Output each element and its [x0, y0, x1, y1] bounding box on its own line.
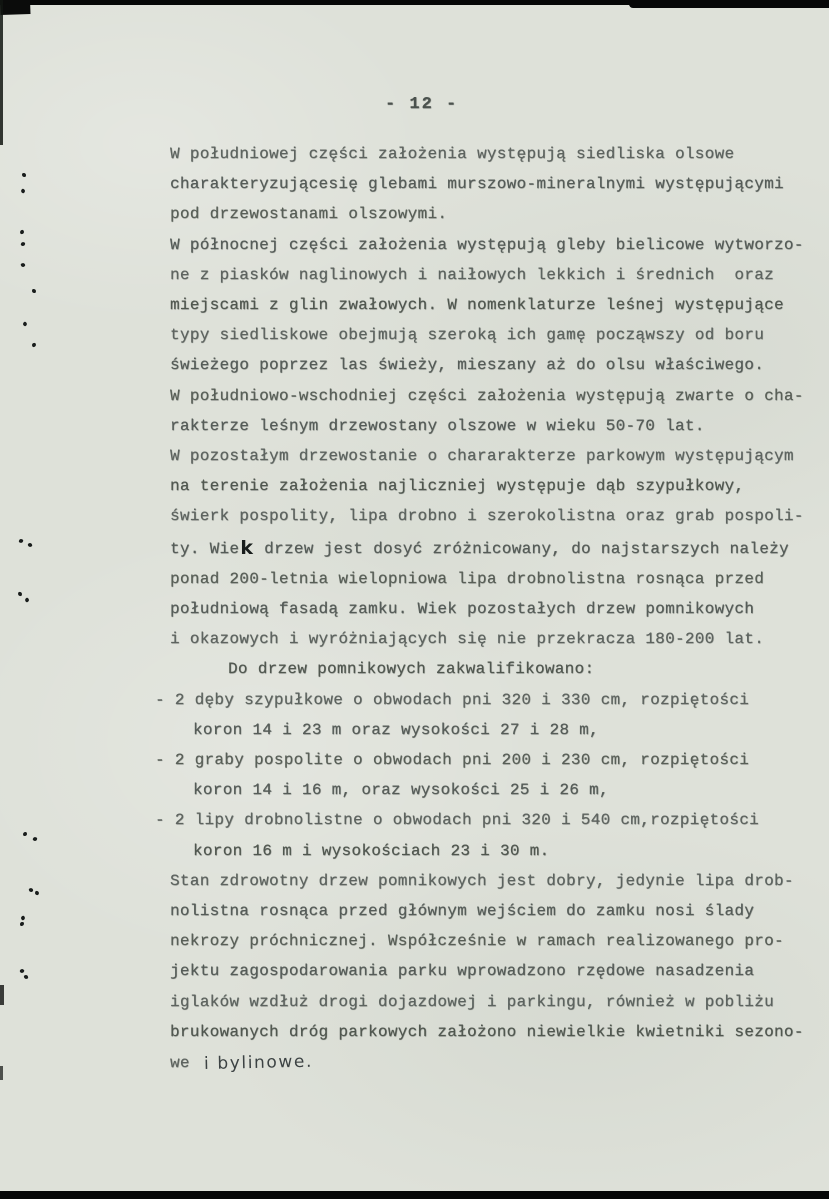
typed-text: świeżego poprzez las świeży, mieszany aż do olsu właściwego. [170, 356, 765, 375]
typed-text: W pozostałym drzewostanie o chararakterze parkowym występującym [170, 447, 794, 466]
typed-line [170, 230, 829, 260]
typed-text: nolistna rosnąca przed głównym wejściem do zamku nosi ślady [170, 902, 755, 921]
ink-speck [35, 891, 40, 896]
scan-edge-top-right [629, 0, 829, 8]
ink-speck [20, 262, 26, 268]
typed-text: - 2 lipy drobnolistne o obwodach pni 320 i 540 cm,rozpiętości [155, 811, 759, 830]
typed-text: W południowej części założenia występują siedliska olsowe [170, 145, 735, 163]
typed-line [170, 381, 829, 411]
typed-line [155, 685, 829, 715]
typed-line [155, 745, 829, 775]
typed-line [170, 836, 829, 866]
scan-edge-bottom [0, 1191, 829, 1199]
ink-speck [20, 915, 26, 921]
typed-line [170, 594, 829, 624]
ink-speck [27, 542, 32, 547]
typed-line [170, 532, 829, 564]
typed-text: drzew jest dosyć zróżnicowany, do najstarszych należy [254, 539, 789, 558]
typed-text: W północnej części założenia występują gleby bielicowe wytworzo- [170, 235, 804, 254]
typed-line [170, 956, 829, 986]
ink-speck [22, 173, 26, 177]
ink-speck [20, 922, 24, 926]
typed-text: we [170, 1054, 190, 1073]
typed-text: świerk pospolity, lipa drobno i szerokolistna oraz grab pospoli- [170, 507, 804, 526]
ink-speck [20, 188, 26, 194]
typed-text: Stan zdrowotny drzew pomnikowych jest dobry, jedynie lipa drob- [170, 871, 794, 890]
typed-line [170, 471, 829, 501]
typed-line [170, 350, 829, 380]
typed-line [170, 866, 829, 896]
ink-speck [32, 289, 36, 293]
typed-line [155, 805, 829, 835]
typed-text: koron 16 m i wysokościach 23 i 30 m. [193, 841, 550, 860]
ink-speck [22, 321, 28, 327]
ink-speck [20, 241, 25, 246]
handwritten-annotation: i bylinowe. [189, 1051, 314, 1075]
ink-speck [19, 968, 25, 974]
typed-text: W południowo-wschodniej części założenia występują zwarte o cha- [170, 386, 804, 405]
typed-text: koron 14 i 16 m, oraz wysokości 25 i 26 m, [193, 781, 609, 800]
typed-text: iglaków wzdłuż drogi dojazdowej i parkingu, również w pobliżu [170, 992, 774, 1011]
typed-text: Do drzew pomnikowych zakwalifikowano: [228, 660, 595, 679]
typed-line [170, 1047, 829, 1078]
page-number: - 12 - [385, 95, 459, 114]
typed-line [170, 715, 829, 745]
ink-speck [24, 975, 29, 980]
typed-line [170, 199, 829, 229]
typed-text: i okazowych i wyróżniających się nie przekracza 180-200 lat. [170, 630, 765, 649]
typed-line [170, 441, 829, 471]
ink-speck [28, 887, 33, 892]
typed-text: brukowanych dróg parkowych założono niewielkie kwietniki sezono- [170, 1022, 804, 1041]
typed-line [170, 260, 829, 290]
ink-speck [18, 592, 23, 597]
ink-speck [32, 836, 37, 841]
typed-line [170, 987, 829, 1017]
ink-speck [32, 343, 37, 348]
typed-line [170, 1017, 829, 1047]
typed-line [170, 775, 829, 805]
typed-line [170, 290, 829, 320]
scan-edge-left [0, 0, 3, 145]
typed-line [170, 501, 829, 531]
handwritten-annotation: k [240, 536, 254, 559]
ink-speck [23, 832, 27, 836]
typed-line [170, 624, 829, 654]
typed-text: typy siedliskowe obejmują szeroką ich gamę począwszy od boru [170, 326, 765, 345]
typed-text: na terenie założenia najliczniej występuje dąb szypułkowy, [170, 477, 745, 496]
typed-text: rakterze leśnym drzewostany olszowe w wieku 50-70 lat. [170, 416, 705, 435]
typed-line [170, 896, 829, 926]
scan-edge-left-mark [0, 1066, 3, 1080]
typed-line [170, 139, 829, 169]
ink-speck [18, 538, 23, 543]
typed-line [170, 320, 829, 350]
typed-text: jektu zagospodarowania parku wprowadzono rzędowe nasadzenia [170, 962, 755, 981]
scan-corner-top-left [0, 0, 31, 15]
typed-line [170, 564, 829, 594]
typed-line [170, 654, 829, 684]
typed-text: ne z piasków naglinowych i naiłowych lekkich i średnich oraz [170, 265, 774, 284]
typed-text: południową fasadą zamku. Wiek pozostałych drzew pomnikowych [170, 600, 755, 619]
ink-speck [24, 597, 30, 603]
document-text [155, 139, 829, 1078]
typed-text: - 2 graby pospolite o obwodach pni 200 i 230 cm, rozpiętości [155, 751, 750, 770]
typed-text: ty. Wie [170, 539, 240, 558]
ink-speck [20, 230, 25, 235]
typed-text: pod drzewostanami olszowymi. [170, 205, 448, 224]
typed-text: ponad 200-letnia wielopniowa lipa drobnolistna rosnąca przed [170, 569, 765, 588]
typed-text: nekrozy próchnicznej. Współcześnie w ramach realizowanego pro- [170, 932, 784, 951]
typed-text: koron 14 i 23 m oraz wysokości 27 i 28 m, [193, 720, 599, 739]
typed-line [170, 169, 829, 199]
typed-text: - 2 dęby szypułkowe o obwodach pni 320 i 330 cm, rozpiętości [155, 690, 750, 709]
typed-text: miejscami z glin zwałowych. W nomenklaturze leśnej występujące [170, 296, 784, 315]
typed-text: charakteryzującesię glebami murszowo-mineralnymi występującymi [170, 175, 784, 194]
typed-line [170, 926, 829, 956]
typed-line [170, 411, 829, 441]
scan-edge-left-mark [0, 985, 4, 1005]
